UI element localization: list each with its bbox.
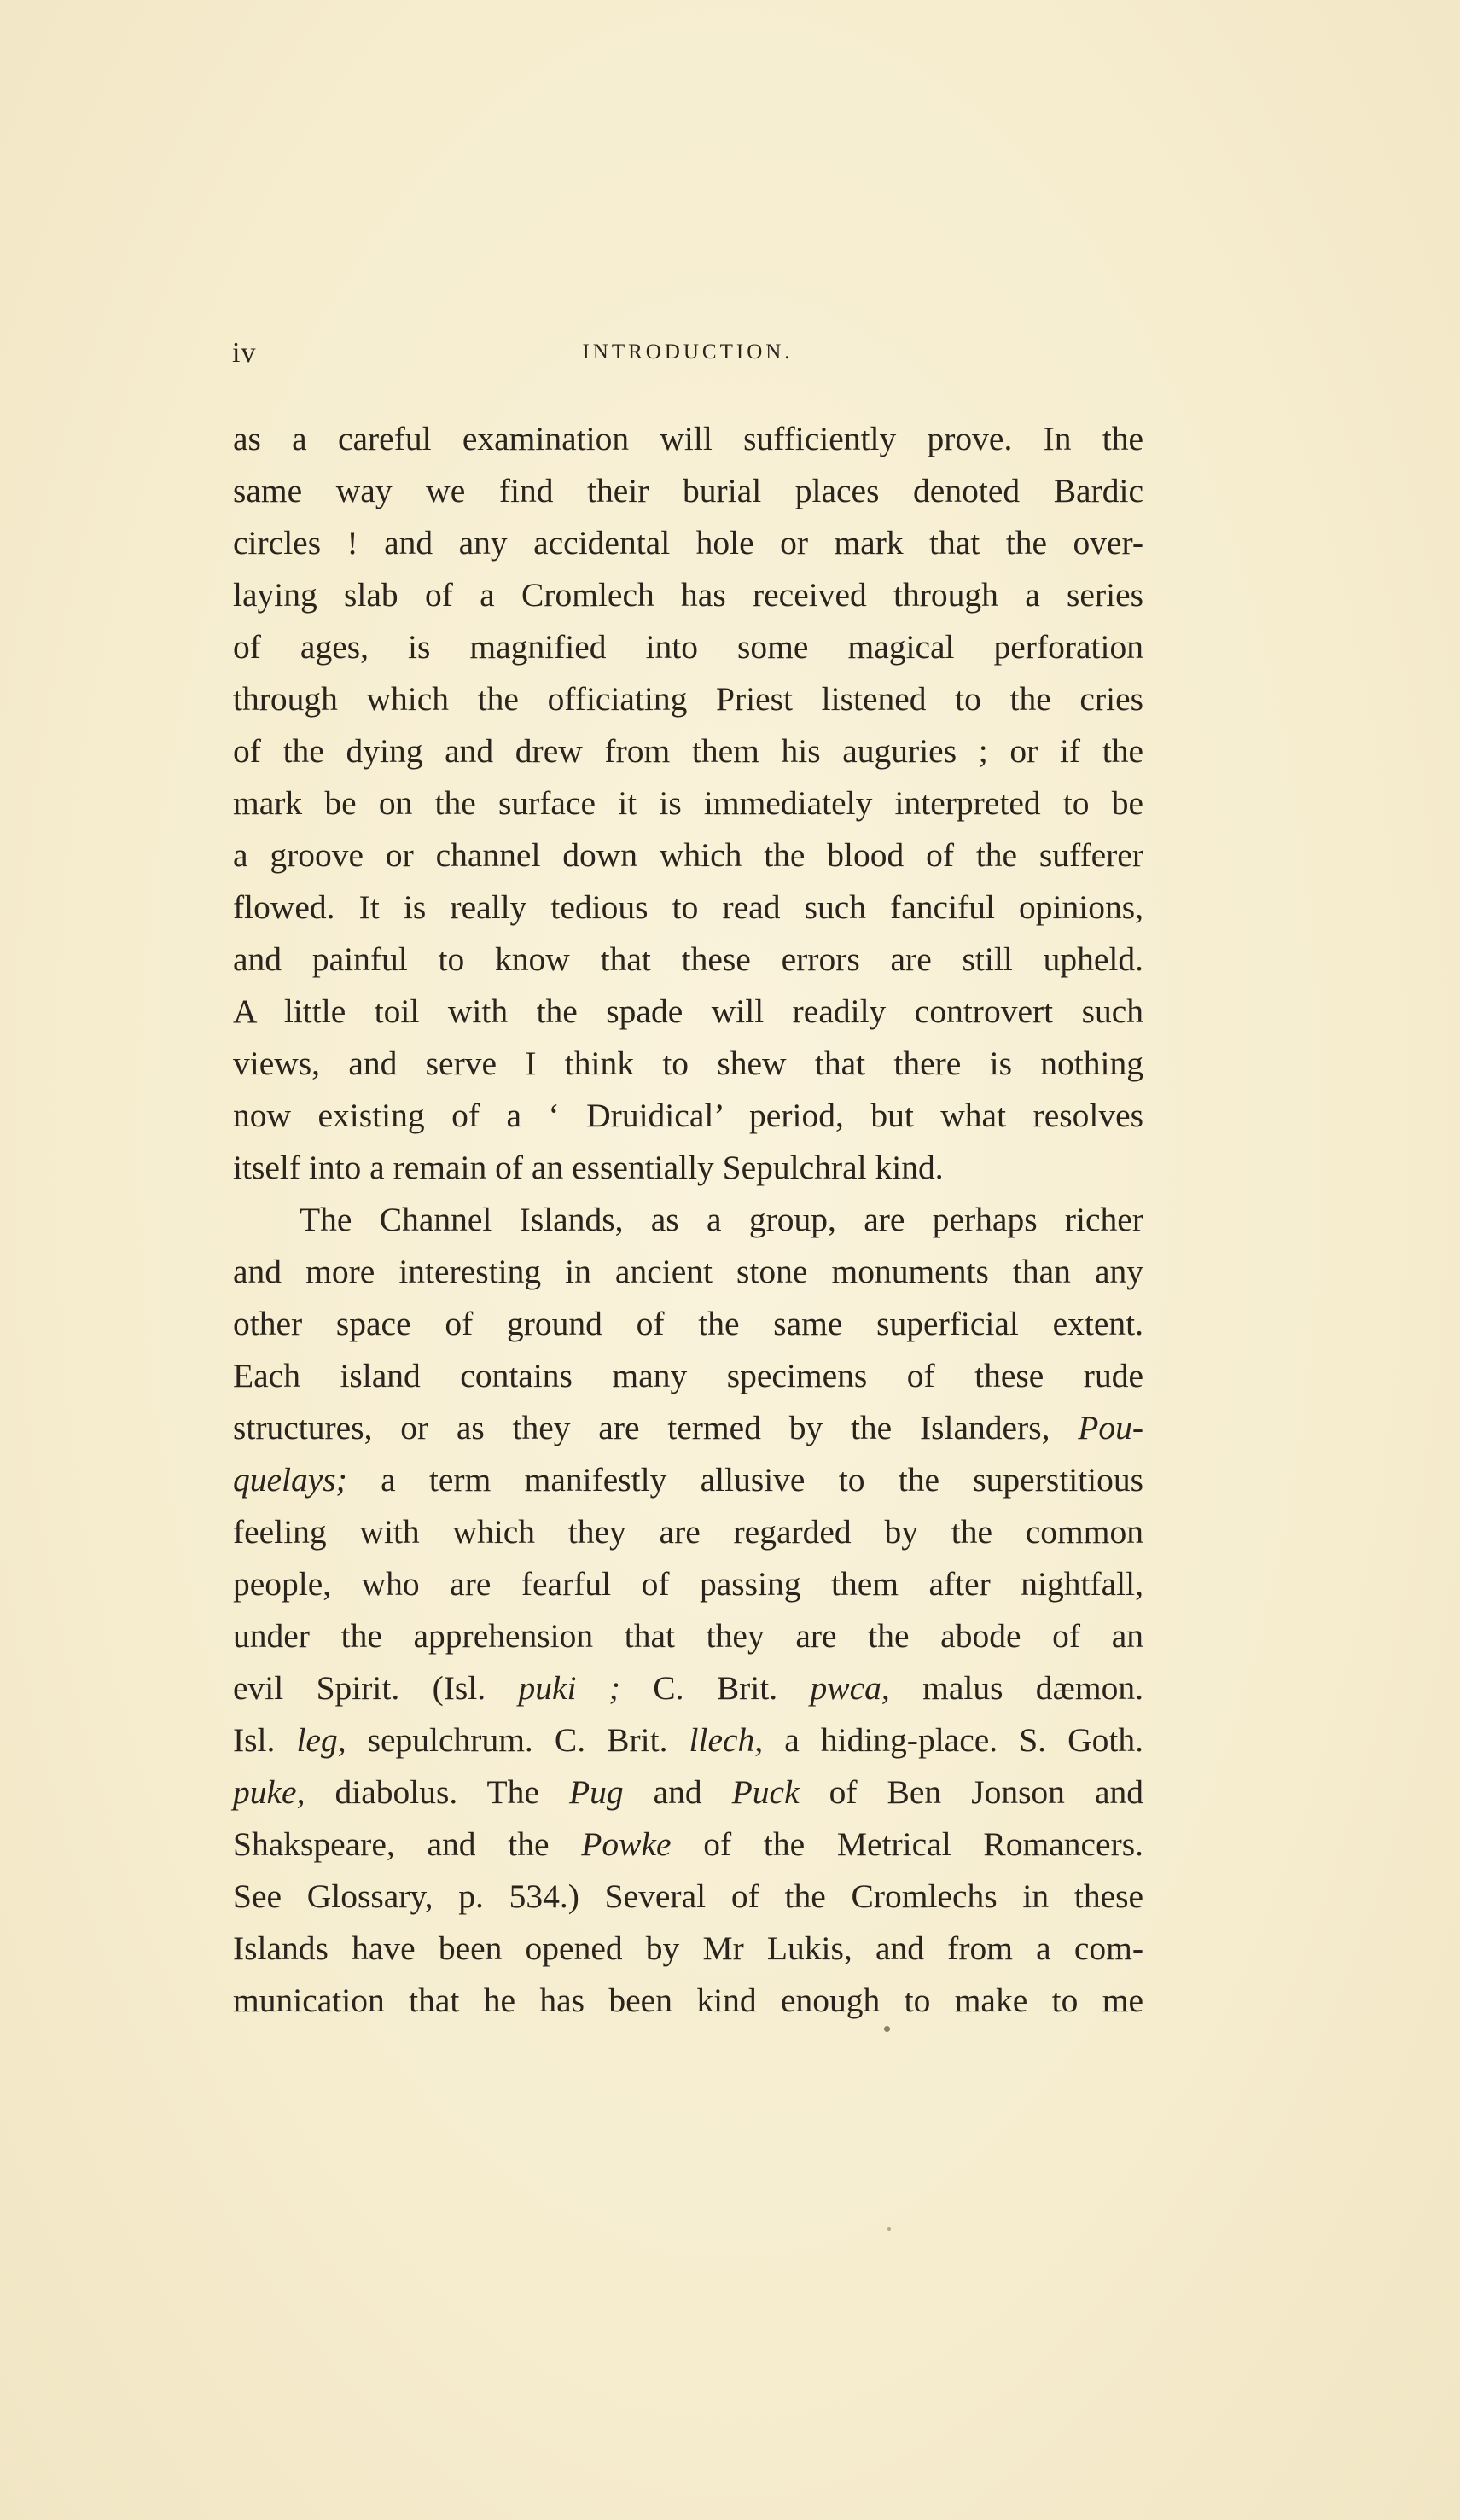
italic-run: puki ; [518, 1669, 620, 1707]
text-line [233, 1350, 1143, 1402]
text-run: now existing of a ‘ Druidical’ period, but what resolves [233, 1097, 1143, 1134]
text-line [233, 1038, 1143, 1090]
text-line [233, 1819, 1143, 1871]
text-line [233, 1454, 1143, 1506]
text-run: circles ! and any accidental hole or mark that the over- [233, 524, 1143, 562]
text-run: same way we find their burial places denoted Bardic [233, 472, 1143, 509]
text-line [233, 829, 1143, 882]
text-line [233, 1090, 1143, 1142]
text-run: through which the officiating Priest listened to the cries [233, 680, 1143, 718]
italic-run: Pou- [1078, 1409, 1143, 1446]
italic-run: Pug [568, 1773, 624, 1811]
text-run: C. Brit. [619, 1669, 811, 1707]
page-header [232, 337, 1143, 371]
text-line [233, 1766, 1143, 1819]
text-line [233, 725, 1143, 777]
text-run: laying slab of a Cromlech has received through a series [233, 576, 1143, 614]
text-run: Isl. [233, 1721, 297, 1759]
text-run: structures, or as they are termed by the Islanders, [233, 1409, 1079, 1446]
text-line [233, 569, 1143, 621]
text-run: See Glossary, p. 534.) Several of the Cromlechs in these [233, 1877, 1143, 1915]
italic-run: pwca, [810, 1669, 890, 1707]
italic-run: llech, [689, 1721, 764, 1759]
text-run: evil Spirit. (Isl. [233, 1669, 519, 1707]
text-line [233, 413, 1143, 465]
text-line [233, 882, 1143, 934]
text-line [233, 986, 1143, 1038]
text-line [233, 673, 1143, 725]
body-text [233, 413, 1143, 2027]
text-line [233, 517, 1143, 569]
text-line [233, 1610, 1143, 1662]
text-run: malus dæmon. [889, 1669, 1143, 1707]
text-run: mark be on the surface it is immediately interpreted to be [233, 784, 1143, 822]
italic-run: quelays; [233, 1461, 347, 1499]
text-run: of ages, is magnified into some magical perforation [233, 628, 1143, 666]
italic-run: Powke [581, 1825, 672, 1863]
text-line [233, 1402, 1143, 1454]
text-line [233, 621, 1143, 673]
text-line [233, 1298, 1143, 1350]
text-run: Shakspeare, and the [233, 1825, 582, 1863]
text-line [233, 465, 1143, 517]
text-run: people, who are fearful of passing them after nightfall, [233, 1565, 1143, 1603]
running-head: INTRODUCTION. [582, 340, 794, 364]
text-run: a groove or channel down which the blood of the sufferer [233, 836, 1143, 874]
text-run: of Ben Jonson and [799, 1773, 1143, 1811]
text-run: Each island contains many specimens of these rude [233, 1357, 1143, 1394]
text-run: as a careful examination will sufficiently prove. In the [233, 420, 1143, 457]
text-run: Islands have been opened by Mr Lukis, and from a com- [233, 1929, 1143, 1967]
text-run: views, and serve I think to shew that there is nothing [233, 1045, 1143, 1082]
text-line [233, 1975, 1143, 2027]
text-run: of the dying and drew from them his auguries ; or if the [233, 732, 1143, 770]
text-run: of the Metrical Romancers. [671, 1825, 1143, 1863]
text-line [233, 1714, 1143, 1766]
text-run: flowed. It is really tedious to read such fanciful opinions, [233, 888, 1143, 926]
text-run: feeling with which they are regarded by the common [233, 1513, 1143, 1551]
text-run: A little toil with the spade will readily controvert such [233, 992, 1143, 1030]
text-run: The Channel Islands, as a group, are perhaps richer [300, 1201, 1143, 1238]
text-line [233, 1871, 1143, 1923]
italic-run: Puck [731, 1773, 800, 1811]
text-run: itself into a remain of an essentially Sepulchral kind. [233, 1149, 944, 1186]
text-run: other space of ground of the same superficial extent. [233, 1305, 1143, 1342]
text-line [233, 1558, 1143, 1610]
text-run: and more interesting in ancient stone monuments than any [233, 1253, 1143, 1290]
text-run: munication that he has been kind enough to make to me [233, 1982, 1143, 2019]
text-line [233, 777, 1143, 829]
text-run: a term manifestly allusive to the superstitious [346, 1461, 1143, 1499]
text-run: under the apprehension that they are the abode of an [233, 1617, 1143, 1655]
page-number: iv [232, 337, 257, 369]
paper-speck [887, 2227, 891, 2231]
text-run: sepulchrum. C. Brit. [346, 1721, 689, 1759]
text-line [233, 1194, 1143, 1246]
text-run: and painful to know that these errors are still upheld. [233, 940, 1143, 978]
text-run: a hiding-place. S. Goth. [763, 1721, 1143, 1759]
text-line [233, 1246, 1143, 1298]
text-line [233, 1923, 1143, 1975]
italic-run: puke, [233, 1773, 305, 1811]
text-run: diabolus. The [305, 1773, 569, 1811]
text-line [233, 934, 1143, 986]
text-line [233, 1662, 1143, 1714]
text-line [233, 1142, 1143, 1194]
paper-speck [884, 2026, 890, 2032]
italic-run: leg, [296, 1721, 346, 1759]
text-run: and [623, 1773, 732, 1811]
text-line [233, 1506, 1143, 1558]
